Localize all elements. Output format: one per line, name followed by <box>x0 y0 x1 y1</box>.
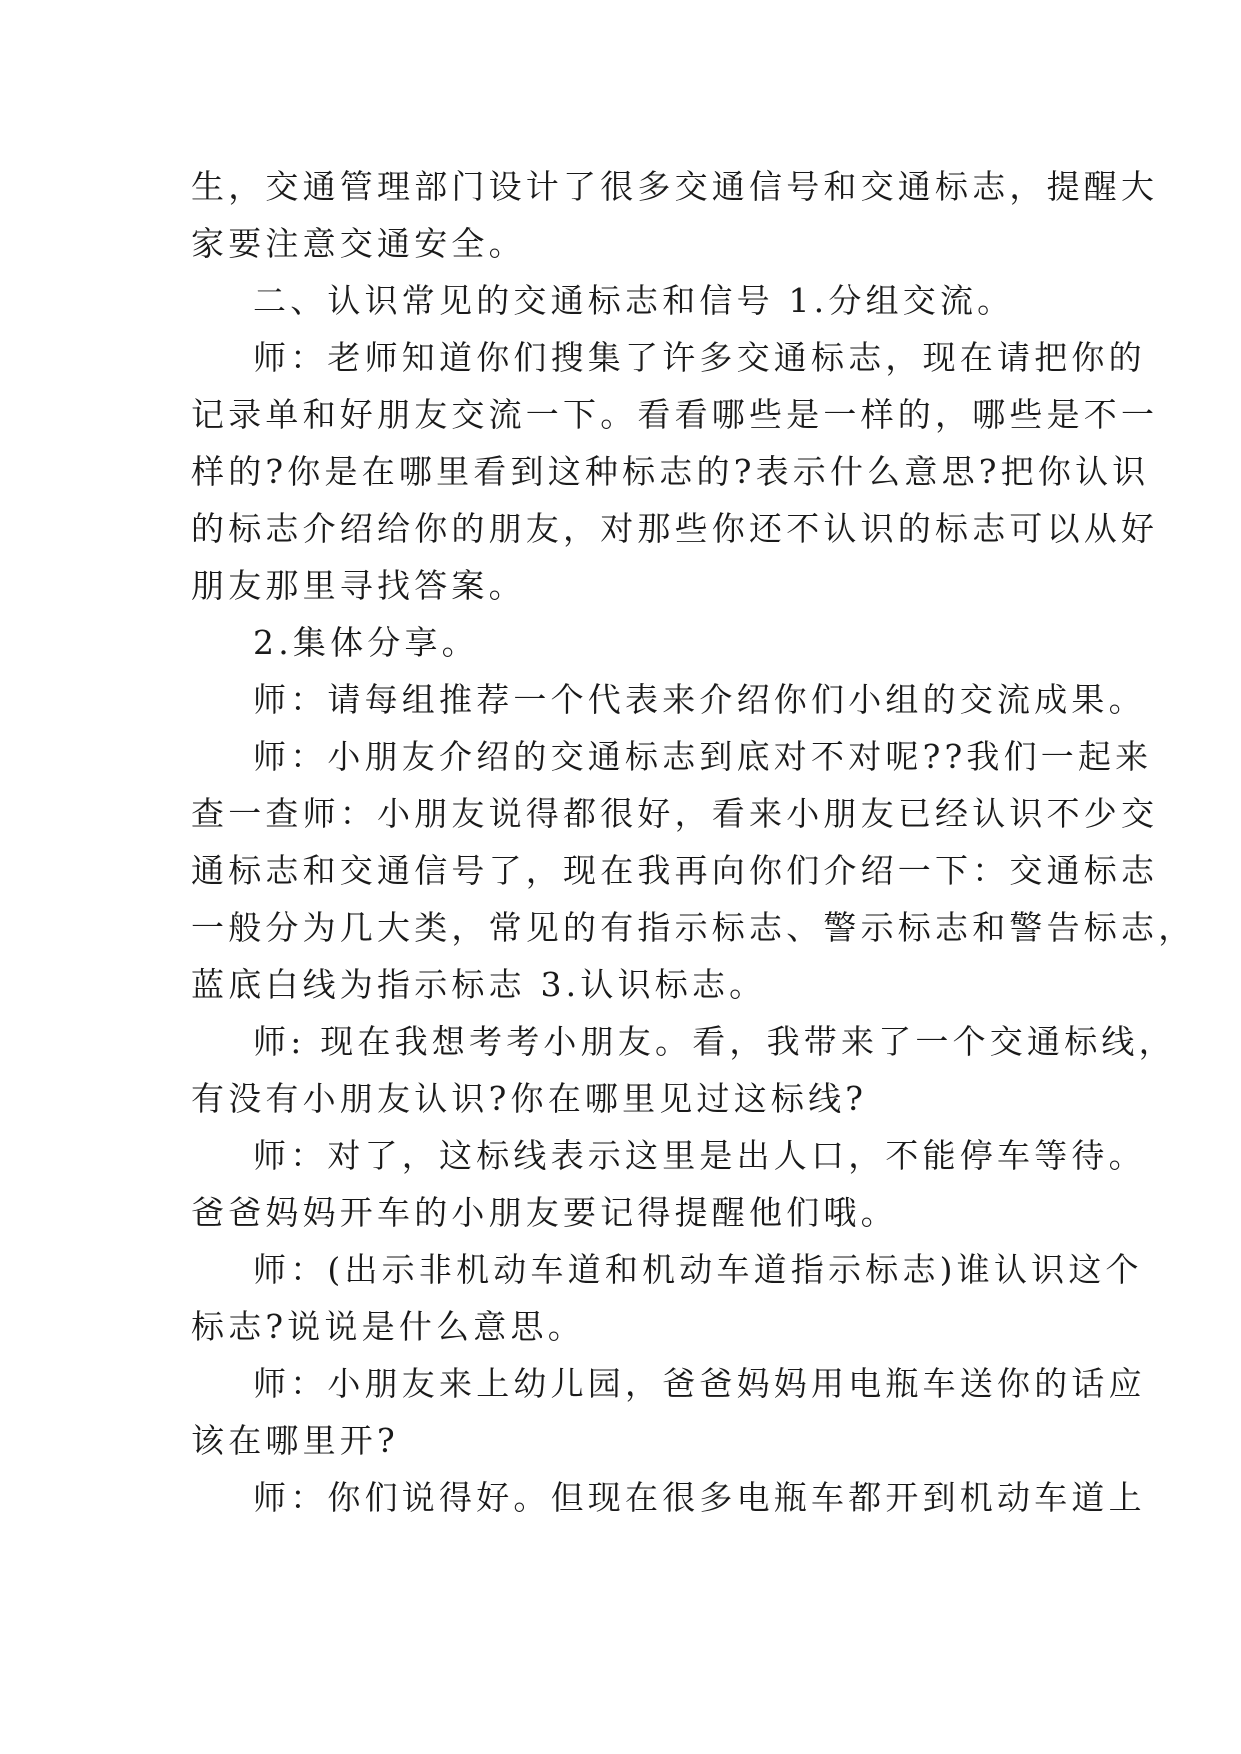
text-line: 师：小朋友介绍的交通标志到底对不对呢??我们一起来 <box>253 737 1153 776</box>
text-line: 该在哪里开? <box>191 1421 399 1460</box>
text-line: 蓝底白线为指示标志 3.认识标志。 <box>191 965 767 1004</box>
text-line: 师：老师知道你们搜集了许多交通标志，现在请把你的 <box>253 338 1146 377</box>
text-line: 的标志介绍给你的朋友，对那些你还不认识的标志可以从好 <box>191 509 1159 548</box>
text-line: 有没有小朋友认识?你在哪里见过这标线? <box>191 1079 868 1118</box>
text-line: 样的?你是在哪里看到这种标志的?表示什么意思?把你认识 <box>191 452 1150 491</box>
document-page <box>191 0 1196 1754</box>
text-line: 通标志和交通信号了，现在我再向你们介绍一下：交通标志 <box>191 851 1159 890</box>
text-line: 师: 现在我想考考小朋友。看，我带来了一个交通标线， <box>253 1022 1176 1061</box>
text-line: 师：你们说得好。但现在很多电瓶车都开到机动车道上 <box>253 1478 1146 1517</box>
text-line: 标志?说说是什么意思。 <box>191 1307 585 1346</box>
text-line: 爸爸妈妈开车的小朋友要记得提醒他们哦。 <box>191 1193 898 1232</box>
text-line: 记录单和好朋友交流一下。看看哪些是一样的，哪些是不一 <box>191 395 1159 434</box>
text-line: 师：小朋友来上幼儿园，爸爸妈妈用电瓶车送你的话应 <box>253 1364 1146 1403</box>
text-line: 师：(出示非机动车道和机动车道指示标志)谁认识这个 <box>253 1250 1143 1289</box>
text-line: 查一查师：小朋友说得都很好，看来小朋友已经认识不少交 <box>191 794 1159 833</box>
text-line: 生，交通管理部门设计了很多交通信号和交通标志，提醒大 <box>191 167 1159 206</box>
text-line: 朋友那里寻找答案。 <box>191 566 526 605</box>
text-line: 2.集体分享。 <box>253 623 479 662</box>
text-line: 师：请每组推荐一个代表来介绍你们小组的交流成果。 <box>253 680 1146 719</box>
text-line: 一般分为几大类，常见的有指示标志、警示标志和警告标志， <box>191 908 1196 947</box>
text-line: 二、认识常见的交通标志和信号 1.分组交流。 <box>253 281 1015 320</box>
text-line: 师：对了，这标线表示这里是出人口，不能停车等待。 <box>253 1136 1146 1175</box>
text-line: 家要注意交通安全。 <box>191 224 526 263</box>
